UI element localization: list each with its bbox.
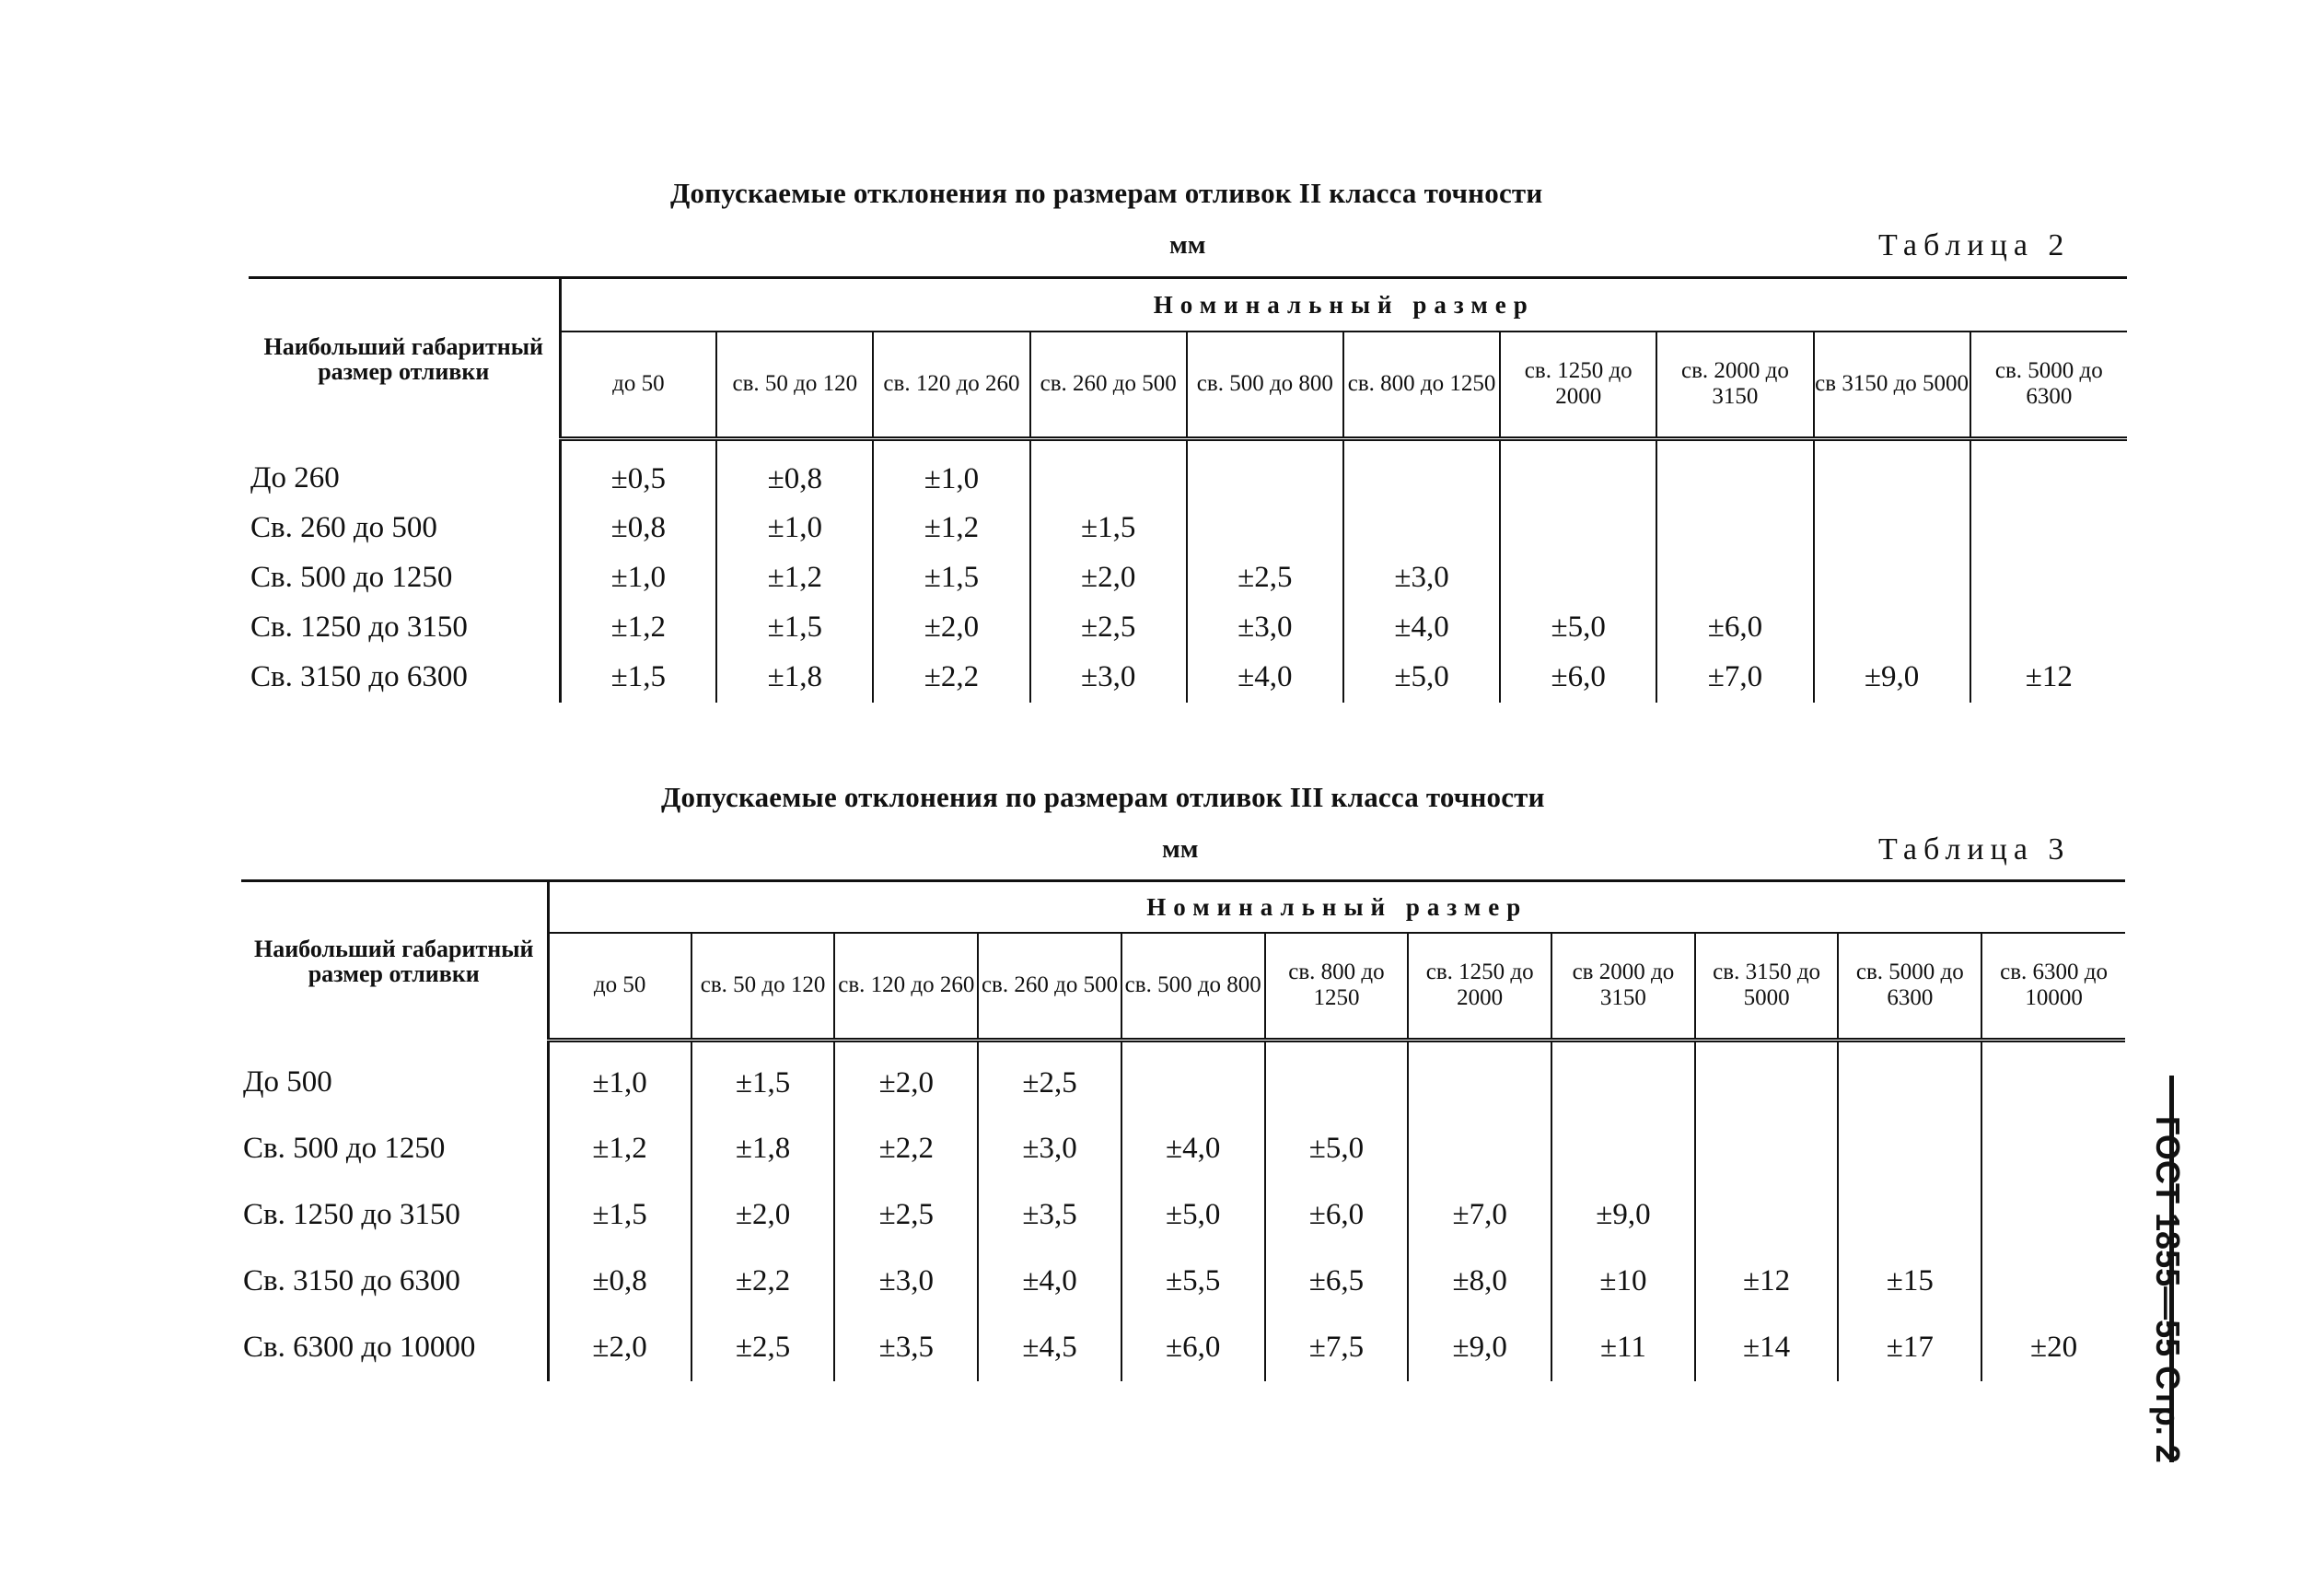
table-cell: ±4,5 — [978, 1315, 1121, 1381]
table-cell: ±9,0 — [1814, 653, 1970, 703]
column-header: св. 5000 до 6300 — [1970, 332, 2127, 439]
table-row — [241, 1315, 2125, 1381]
table-cell: ±1,5 — [1030, 504, 1187, 553]
table-cell — [1121, 1041, 1265, 1116]
table-cell: ±3,0 — [978, 1116, 1121, 1182]
column-header: до 50 — [560, 332, 716, 439]
table-cell — [1981, 1182, 2125, 1249]
table2 — [249, 276, 2127, 703]
table-cell — [1408, 1041, 1551, 1116]
table-cell: ±1,5 — [691, 1041, 835, 1116]
table-cell: ±1,8 — [691, 1116, 835, 1182]
row-label: Св. 260 до 500 — [250, 511, 437, 544]
table-cell: ±0,8 — [560, 504, 716, 553]
column-header: св. 260 до 500 — [978, 933, 1121, 1041]
table-cell: ±6,0 — [1121, 1315, 1265, 1381]
column-header: св. 6300 до 10000 — [1981, 933, 2125, 1041]
table-cell: ±10 — [1551, 1249, 1695, 1315]
table-cell: ±3,5 — [978, 1182, 1121, 1249]
table-cell: ±1,2 — [873, 504, 1029, 553]
table-cell — [1814, 439, 1970, 504]
table-cell: ±2,2 — [873, 653, 1029, 703]
table-cell — [1970, 603, 2127, 653]
table-cell: ±5,0 — [1265, 1116, 1409, 1182]
row-label: Св. 1250 до 3150 — [250, 611, 468, 644]
table-cell: ±1,5 — [548, 1182, 691, 1249]
table-cell: ±4,0 — [978, 1249, 1121, 1315]
table-cell: ±3,0 — [1343, 553, 1500, 603]
table2-label: Таблица 2 — [1878, 228, 2071, 262]
row-label: Св. 1250 до 3150 — [243, 1198, 460, 1231]
table-cell — [1814, 553, 1970, 603]
table-cell: ±2,0 — [834, 1041, 978, 1116]
table-cell — [1970, 553, 2127, 603]
table-cell: ±4,0 — [1121, 1116, 1265, 1182]
table-cell — [1981, 1249, 2125, 1315]
table-row — [249, 653, 2127, 703]
table-cell: ±5,5 — [1121, 1249, 1265, 1315]
table-cell: ±5,0 — [1343, 653, 1500, 703]
table-cell: ±5,0 — [1500, 603, 1656, 653]
table-cell — [1970, 439, 2127, 504]
table-cell — [1265, 1041, 1409, 1116]
table-cell: ±2,5 — [1030, 603, 1187, 653]
table-cell — [1695, 1116, 1839, 1182]
table-row — [241, 1249, 2125, 1315]
table-cell: ±3,0 — [834, 1249, 978, 1315]
table-cell: ±2,5 — [691, 1315, 835, 1381]
table-cell: ±15 — [1838, 1249, 1981, 1315]
table-cell: ±6,0 — [1500, 653, 1656, 703]
table3-title: Допускаемые отклонения по размерам отливок III класса точности — [661, 781, 1545, 813]
band-header: Номинальный размер — [560, 278, 2127, 332]
table-row — [249, 439, 2127, 504]
table-cell: ±1,0 — [716, 504, 873, 553]
column-header: св. 1250 до 2000 — [1408, 933, 1551, 1041]
table-cell — [1981, 1041, 2125, 1116]
table-cell — [1814, 504, 1970, 553]
table3-unit: мм — [1162, 834, 1199, 864]
column-header: св. 120 до 260 — [873, 332, 1029, 439]
column-header: св. 50 до 120 — [716, 332, 873, 439]
band-header: Номинальный размер — [548, 881, 2125, 933]
table-cell: ±1,5 — [716, 603, 873, 653]
table-row — [249, 553, 2127, 603]
table-row — [241, 1041, 2125, 1116]
row-label: Св. 500 до 1250 — [243, 1132, 446, 1165]
table-cell: ±2,2 — [834, 1116, 978, 1182]
table-cell — [1814, 603, 1970, 653]
table-cell: ±20 — [1981, 1315, 2125, 1381]
table-cell — [1838, 1116, 1981, 1182]
table-cell: ±3,0 — [1030, 653, 1187, 703]
table-cell — [1343, 504, 1500, 553]
table-cell: ±6,0 — [1656, 603, 1813, 653]
table-cell — [1343, 439, 1500, 504]
table-cell — [1408, 1116, 1551, 1182]
table-cell: ±7,5 — [1265, 1315, 1409, 1381]
table-cell: ±14 — [1695, 1315, 1839, 1381]
table3-label: Таблица 3 — [1878, 832, 2071, 867]
margin-note: ГОСТ 1855—55 Стр. 2 — [2149, 1116, 2187, 1463]
table-cell — [1656, 439, 1813, 504]
table-cell: ±3,0 — [1187, 603, 1343, 653]
table-cell: ±1,5 — [560, 653, 716, 703]
row-label: До 500 — [243, 1065, 332, 1099]
column-header: св. 500 до 800 — [1187, 332, 1343, 439]
column-header: св. 800 до 1250 — [1343, 332, 1500, 439]
table-cell: ±1,2 — [716, 553, 873, 603]
column-header: св. 500 до 800 — [1121, 933, 1265, 1041]
table-cell — [1695, 1182, 1839, 1249]
table-cell: ±2,0 — [873, 603, 1029, 653]
table-cell: ±5,0 — [1121, 1182, 1265, 1249]
table-cell: ±2,0 — [548, 1315, 691, 1381]
table-cell: ±7,0 — [1656, 653, 1813, 703]
table-cell: ±8,0 — [1408, 1249, 1551, 1315]
table-cell: ±0,8 — [716, 439, 873, 504]
table3 — [241, 879, 2125, 1381]
table-cell — [1500, 553, 1656, 603]
table-cell: ±2,2 — [691, 1249, 835, 1315]
table-cell: ±2,5 — [834, 1182, 978, 1249]
table2-title: Допускаемые отклонения по размерам отливок II класса точности — [670, 177, 1543, 209]
table-cell — [1500, 439, 1656, 504]
row-label: Св. 3150 до 6300 — [243, 1264, 460, 1297]
table-cell: ±12 — [1695, 1249, 1839, 1315]
table-cell: ±1,0 — [873, 439, 1029, 504]
table-cell — [1695, 1041, 1839, 1116]
table-cell: ±6,5 — [1265, 1249, 1409, 1315]
table-cell: ±2,0 — [691, 1182, 835, 1249]
column-header: св 3150 до 5000 — [1814, 332, 1970, 439]
table-cell: ±1,2 — [560, 603, 716, 653]
table-cell: ±1,5 — [873, 553, 1029, 603]
table-cell: ±2,0 — [1030, 553, 1187, 603]
table-cell: ±1,0 — [560, 553, 716, 603]
table-cell: ±1,2 — [548, 1116, 691, 1182]
table-cell — [1656, 553, 1813, 603]
table-cell — [1656, 504, 1813, 553]
row-label: Св. 500 до 1250 — [250, 561, 453, 594]
column-header: св. 120 до 260 — [834, 933, 978, 1041]
table-cell: ±17 — [1838, 1315, 1981, 1381]
row-header: Наибольший габаритный размер отливки — [253, 935, 534, 987]
table-cell — [1970, 504, 2127, 553]
table-cell: ±4,0 — [1343, 603, 1500, 653]
table-cell: ±4,0 — [1187, 653, 1343, 703]
table-cell: ±0,5 — [560, 439, 716, 504]
column-header: до 50 — [548, 933, 691, 1041]
table-row — [249, 504, 2127, 553]
column-header: св. 800 до 1250 — [1265, 933, 1409, 1041]
column-header: св 2000 до 3150 — [1551, 933, 1695, 1041]
table-cell: ±1,8 — [716, 653, 873, 703]
column-header: св. 1250 до 2000 — [1500, 332, 1656, 439]
column-header: св. 2000 до 3150 — [1656, 332, 1813, 439]
table-cell — [1838, 1041, 1981, 1116]
column-header: св. 260 до 500 — [1030, 332, 1187, 439]
table-row — [241, 1182, 2125, 1249]
table-cell — [1551, 1041, 1695, 1116]
table-row — [249, 603, 2127, 653]
table-cell — [1187, 439, 1343, 504]
table-cell: ±3,5 — [834, 1315, 978, 1381]
table-cell — [1030, 439, 1187, 504]
table-row — [241, 1116, 2125, 1182]
table-cell — [1838, 1182, 1981, 1249]
row-header: Наибольший габаритный размер отливки — [263, 332, 544, 385]
table-cell: ±9,0 — [1408, 1315, 1551, 1381]
row-label: До 260 — [250, 461, 340, 494]
column-header: св. 50 до 120 — [691, 933, 835, 1041]
table2-unit: мм — [1169, 230, 1206, 260]
table-cell: ±9,0 — [1551, 1182, 1695, 1249]
table-cell — [1981, 1116, 2125, 1182]
table-cell: ±12 — [1970, 653, 2127, 703]
table-cell — [1551, 1116, 1695, 1182]
table-cell: ±2,5 — [978, 1041, 1121, 1116]
table-cell: ±0,8 — [548, 1249, 691, 1315]
row-label: Св. 3150 до 6300 — [250, 660, 468, 693]
table-cell: ±6,0 — [1265, 1182, 1409, 1249]
table-cell: ±1,0 — [548, 1041, 691, 1116]
table-cell: ±7,0 — [1408, 1182, 1551, 1249]
table-cell: ±2,5 — [1187, 553, 1343, 603]
table-cell — [1187, 504, 1343, 553]
column-header: св. 3150 до 5000 — [1695, 933, 1839, 1041]
table-cell: ±11 — [1551, 1315, 1695, 1381]
table-cell — [1500, 504, 1656, 553]
column-header: св. 5000 до 6300 — [1838, 933, 1981, 1041]
row-label: Св. 6300 до 10000 — [243, 1331, 476, 1364]
